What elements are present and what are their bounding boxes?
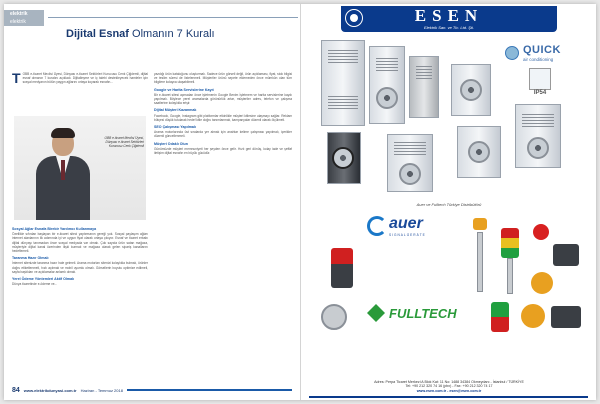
section-text: Bir e-ticaret sitesi açmadan önce işletmenin Google Benim İşletmem ve harita servislerine kaydı yapılmalı. Böylece yerel aramalarda görünürlük artar, müşteriler adres, telefon ve çalışma saatlerine kolaylıkla erişir. bbox=[154, 92, 292, 106]
product-cooling-unit bbox=[321, 40, 365, 126]
magazine-spread bbox=[4, 4, 596, 400]
ip-rating-badge bbox=[525, 68, 555, 96]
contact-web: www.esen.com.tr - esen@esen.com.tr bbox=[416, 389, 482, 394]
auer-logo-icon bbox=[367, 216, 387, 236]
horn-unit bbox=[321, 304, 347, 330]
beacon-light bbox=[491, 302, 509, 332]
advertisement-page bbox=[300, 4, 596, 400]
beacon-light bbox=[531, 272, 553, 294]
dropcap: T bbox=[12, 72, 21, 86]
category-main: elektrik bbox=[10, 11, 28, 17]
beacon-light bbox=[473, 218, 487, 230]
beacon-light bbox=[501, 228, 519, 258]
left-page bbox=[4, 4, 300, 400]
esen-subtitle: Elektrik San. ve Tic. Ltd. Şti. bbox=[424, 25, 474, 30]
category-tag bbox=[4, 10, 44, 26]
contact-rule bbox=[309, 396, 588, 398]
section-heading: Google ve Harita Servislerine Kayıt bbox=[154, 87, 214, 92]
headline-strong: Dijital Esnaf bbox=[66, 28, 129, 40]
section-heading: Müşteri Odaklı Olun bbox=[154, 141, 188, 146]
portrait-photo bbox=[14, 116, 146, 220]
beacon-light bbox=[331, 248, 353, 288]
intro-text: OBB e-ticaret Meclisi Üyesi, Dünyası e-ticaret Sektörleri Kurucusu Cenk Çiğdemli, dijital esnaf olmanın 7 kuralını açıkladı. Dijitalleşme ve iç talebi destekleyecek hamleler için sosyal medyanın bütün yaygın ağlarını ortaya koyarak esnafın... bbox=[22, 72, 148, 85]
quick-brand: QUICK bbox=[523, 44, 561, 56]
contact-block bbox=[301, 380, 596, 394]
product-cooling-unit bbox=[451, 64, 491, 116]
siren-unit bbox=[553, 244, 579, 266]
section-text: Facebook, Google, Instagram gibi platformlar etkinlikle müşteri kitlesine ulaşmayı sağlar. Reklam bütçesi düşük tutularak hedef kitle doğru tanımlanmalı, kampanyalar düzenli olarak ölçülmeli. bbox=[154, 113, 292, 122]
product-cooling-unit bbox=[457, 126, 501, 178]
ip-rating: IP54 bbox=[533, 90, 547, 96]
distributor-caption: Auer ve Fulltech Türkiye Distribütörü bbox=[416, 202, 482, 207]
auer-brand: auer bbox=[389, 215, 423, 232]
product-cooling-unit bbox=[515, 104, 561, 168]
beacon-light bbox=[521, 304, 545, 328]
section-text: İnternet sitenizde taranma hazır hale gelmeli. Arama motorları sitenizi kolaylıkla bulmalı, ürünler doğru etiketlenmeli, hızlı açılmalı ve mobil uyumlu olmalı. Görsellerin boyutu optimize edilmeli, sayfa başlıkları ve açıklamalar anlamlı olmalı. bbox=[12, 261, 148, 274]
right-column-body bbox=[154, 72, 292, 392]
esen-brand: ESEN bbox=[414, 6, 484, 25]
product-cooling-unit bbox=[369, 46, 405, 124]
page-number: 84 bbox=[12, 386, 20, 394]
person-image bbox=[36, 130, 90, 220]
footer-url: www.elektrikdunyasi.com.tr bbox=[23, 387, 77, 393]
article-headline bbox=[66, 28, 215, 40]
section-text: Dünya ticaretinde e-ödeme ve... bbox=[12, 282, 58, 287]
section-heading: Yerel Ödeme Yöntemleri Aktif Olmalı bbox=[12, 277, 75, 282]
auer-logo bbox=[367, 216, 457, 238]
siren-unit bbox=[551, 306, 581, 328]
section-text: Arama motorlarında üst sıralarda yer almak için anahtar kelime çalışması yapılmalı, içerikler düzenli güncellenmeli. bbox=[154, 130, 292, 139]
product-cooling-unit bbox=[387, 134, 433, 192]
product-cooling-unit bbox=[409, 56, 439, 118]
esen-banner bbox=[341, 6, 557, 32]
beacon-light bbox=[533, 224, 549, 240]
page-footer bbox=[12, 386, 292, 394]
contact-address: Adres: Perpa Ticaret Merkezi A Blok Kat: 11 No: 1488 34384 Okmeydanı - İstanbul / TÜRKİYE bbox=[374, 379, 524, 384]
header-rule bbox=[48, 17, 298, 18]
quick-logo bbox=[505, 44, 591, 66]
esen-logo-icon bbox=[345, 9, 363, 27]
section-heading: Taranma Hazır Olmalı bbox=[12, 256, 49, 261]
section-text: Günümüzde müşteri memnuniyeti her şeyden önce gelir. Hızlı geri dönüş, kolay iade ve şeffaf iletişim dijital esnafın en büyük gücüdür. bbox=[154, 146, 292, 156]
product-cooling-unit bbox=[327, 132, 361, 184]
section-text: yazdığı ürün kataloğunu oluşturmalı. Sadece ürün görseli değil, ürün açıklaması, fiyat, stok bilgisi ve teslim süresi de listelenmeli. Müşteriler ürünü sepete eklemeden önce mümkün olan tüm bilgilere kolayca ulaşabilmeli. bbox=[154, 72, 292, 85]
section-heading: SEO Çalışması Yapılmalı bbox=[154, 125, 196, 130]
section-text: Özellikle sıfırdan başlayan bir e-ticaret siteci yaptırmanın gereği yok. Sosyal paylaşım ağları internet alanlarının ilk adımında iyi ve uygun fiyat olarak ortaya çıkıyor. Esnaf ve ticaret erbabı dijital dünyayı tanımadan önce sosyal medyada var olmalı. Çok sayıda ürün satan mağaza, müşteriyle dijital kanal üzerinden ilişki kurmalı ve mağaza olarak gelen sipariş kanallarını hedeflemeli. bbox=[12, 232, 148, 254]
quick-logo-icon bbox=[505, 46, 519, 60]
photo-caption: OBB e-ticaret Meclisi Üyesi, Dünyası e-ticaret Sektörleri Kurucusu Cenk Çiğdemli bbox=[104, 136, 144, 148]
left-column-body bbox=[12, 224, 148, 392]
headline-rest: Olmanın 7 Kuralı bbox=[128, 28, 215, 40]
signal-tower bbox=[507, 258, 513, 294]
contact-phone: Tel: +90 212 320 74 16 (pbx) - Fax: +90 212 320 74 17 bbox=[405, 384, 493, 389]
footer-date: Haziran - Temmuz 2018 bbox=[80, 387, 123, 393]
footer-rule bbox=[127, 389, 292, 391]
section-heading: Dijital Müşteri Kazanmak bbox=[154, 108, 197, 113]
signal-tower bbox=[477, 232, 483, 292]
category-sub: elektrik bbox=[10, 19, 26, 25]
ip-product-icon bbox=[529, 68, 551, 90]
auer-subtitle: SIGNALGERÄTE bbox=[389, 233, 426, 237]
quick-tagline: air conditioning bbox=[523, 57, 554, 62]
fulltech-brand: FULLTECH bbox=[389, 306, 457, 321]
section-heading: Sosyal Ağlar Esnafa Birebir Yardımcı Kullanmaya bbox=[12, 227, 97, 231]
fulltech-logo bbox=[367, 304, 467, 326]
fulltech-logo-icon bbox=[367, 304, 385, 322]
